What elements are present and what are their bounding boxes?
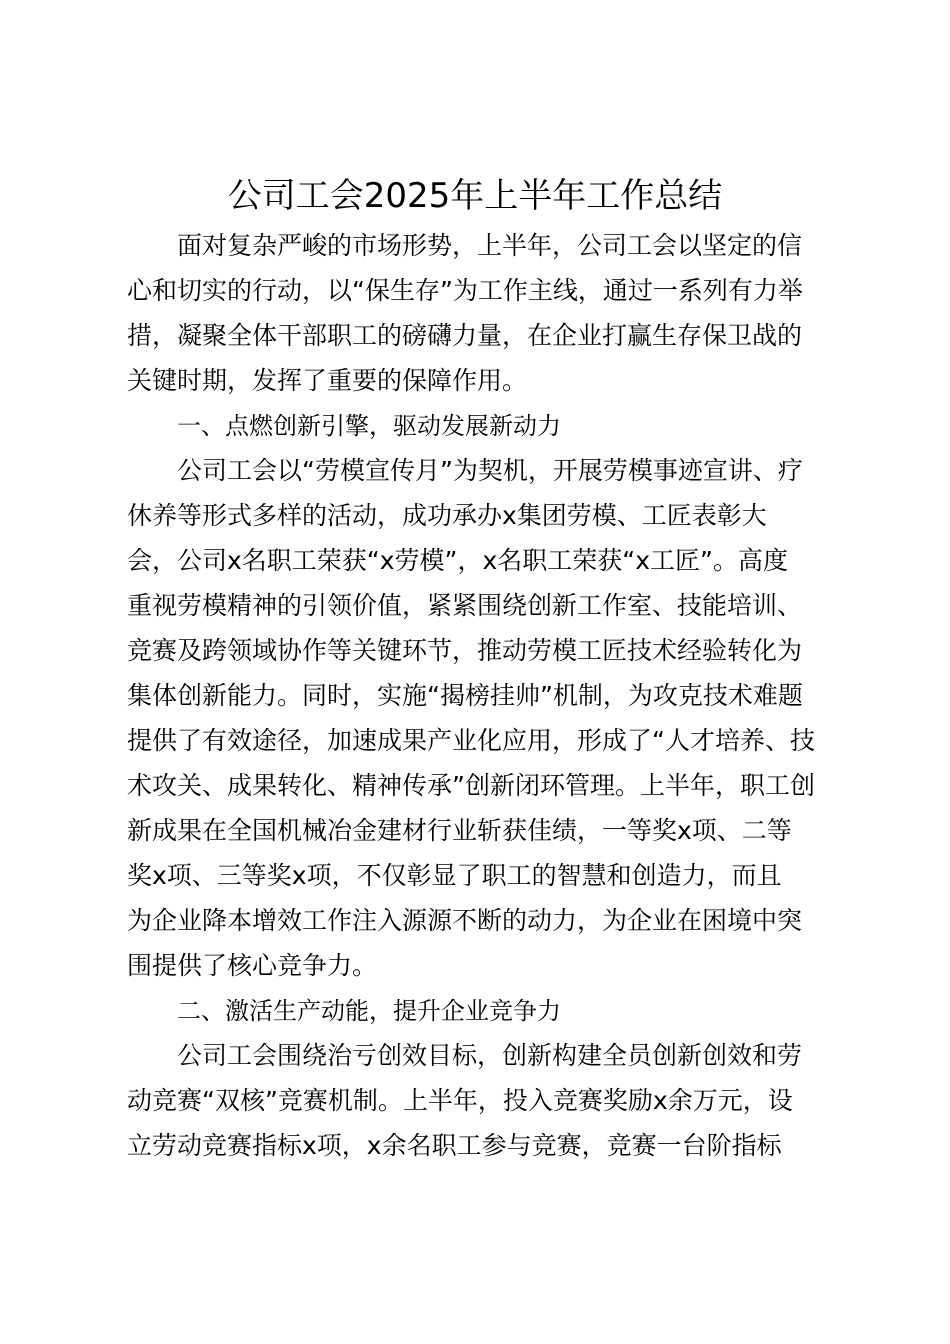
intro-line-2: 心和切实的行动，以“保生存”为工作主线，通过一系列有力举	[127, 276, 803, 305]
section-1-line-9: 新成果在全国机械冶金建材行业斩获佳绩，一等奖x项、二等	[127, 816, 792, 845]
section-1-line-2: 休养等形式多样的活动，成功承办x集团劳模、工匠表彰大	[127, 501, 767, 530]
section-2-line-2: 动竞赛“双核”竞赛机制。上半年，投入竞赛奖励x余万元，设	[127, 1086, 793, 1115]
section-1-line-5: 竞赛及跨领域协作等关键环节，推动劳模工匠技术经验转化为	[127, 636, 803, 665]
section-1-line-8: 术攻关、成果转化、精神传承”创新闭环管理。上半年，职工创	[127, 771, 815, 800]
section-1-line-6: 集体创新能力。同时，实施“揭榜挂帅”机制，为攻克技术难题	[127, 681, 803, 710]
section-1-line-3: 会，公司x名职工荣获“x劳模”，x名职工荣获“x工匠”。高度	[127, 546, 788, 575]
section-1-line-4: 重视劳模精神的引领价值，紧紧围绕创新工作室、技能培训、	[127, 591, 803, 620]
intro-line-3: 措，凝聚全体干部职工的磅礴力量，在企业打赢生存保卫战的	[127, 321, 803, 350]
document-title: 公司工会2025年上半年工作总结	[227, 176, 723, 216]
intro-line-4: 关键时期，发挥了重要的保障作用。	[127, 366, 528, 395]
section-1-heading: 一、点燃创新引擎，驱动发展新动力	[177, 412, 561, 440]
section-2-line-1: 公司工会围绕治亏创效目标，创新构建全员创新创效和劳	[177, 1041, 803, 1070]
section-1-line-7: 提供了有效途径，加速成果产业化应用，形成了“人才培养、技	[127, 726, 815, 755]
section-1-line-10: 奖x项、三等奖x项，不仅彰显了职工的智慧和创造力，而且	[127, 861, 782, 890]
section-2-heading: 二、激活生产动能，提升企业竞争力	[177, 997, 561, 1025]
section-1-line-1: 公司工会以“劳模宣传月”为契机，开展劳模事迹宣讲、疗	[177, 456, 803, 485]
intro-line-1: 面对复杂严峻的市场形势，上半年，公司工会以坚定的信	[177, 231, 803, 260]
section-2-line-3: 立劳动竞赛指标x项，x余名职工参与竞赛，竞赛一台阶指标	[127, 1131, 782, 1160]
section-1-line-12: 围提供了核心竞争力。	[127, 951, 378, 980]
section-1-line-11: 为企业降本增效工作注入源源不断的动力，为企业在困境中突	[127, 906, 803, 935]
